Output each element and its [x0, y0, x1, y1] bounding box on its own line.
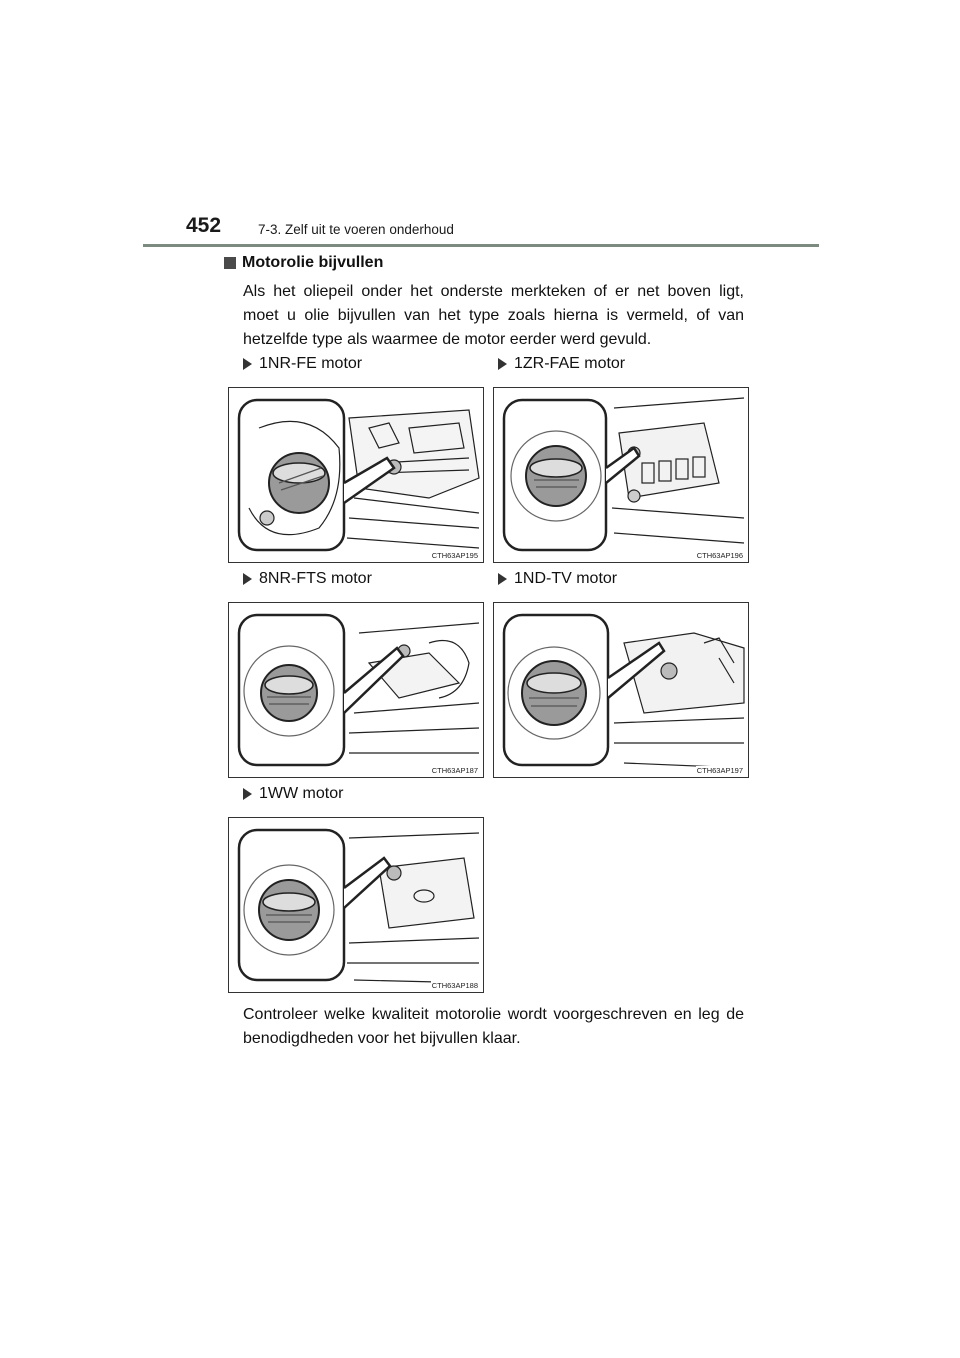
heading — [224, 254, 383, 272]
arrow-bullet-icon — [243, 573, 252, 585]
figure-label-text: 1ND-TV motor — [514, 570, 618, 587]
figure-label-text: 1WW motor — [259, 785, 344, 802]
intro-paragraph: Als het oliepeil onder het onderste merkteken of er net boven ligt, moet u olie bijvullen van het type zoals hierna is vermeld, of van hetzelfde type als waarmee de motor eerder werd gevuld. — [243, 283, 744, 348]
arrow-bullet-icon — [243, 358, 252, 370]
section-title: 7-3. Zelf uit te voeren onderhoud — [258, 222, 454, 237]
figure-engine-illustration — [228, 602, 484, 778]
figure-engine-illustration — [493, 602, 749, 778]
heading-text: Motorolie bijvullen — [242, 254, 384, 271]
figure-engine-illustration — [493, 387, 749, 563]
oil-cap-illustration — [494, 603, 749, 778]
figure-label-text: 1NR-FE motor — [259, 355, 363, 372]
oil-cap-illustration — [229, 603, 484, 778]
figure-code: CTH63AP196 — [696, 551, 743, 560]
figure-code: CTH63AP195 — [431, 551, 478, 560]
arrow-bullet-icon — [498, 358, 507, 370]
figure-label — [243, 785, 343, 803]
figure-code: CTH63AP197 — [696, 766, 743, 775]
oil-cap-illustration — [229, 818, 484, 993]
page-number: 452 — [186, 214, 222, 237]
figure-engine-illustration — [228, 817, 484, 993]
figure-code: CTH63AP188 — [431, 981, 478, 990]
figure-engine-illustration — [228, 387, 484, 563]
figure-label — [243, 355, 362, 373]
figure-label — [243, 570, 372, 588]
oil-cap-illustration — [494, 388, 749, 563]
header-rule — [143, 244, 819, 247]
arrow-bullet-icon — [498, 573, 507, 585]
figure-label-text: 1ZR-FAE motor — [514, 355, 626, 372]
figure-label-text: 8NR-FTS motor — [259, 570, 372, 587]
arrow-bullet-icon — [243, 788, 252, 800]
figure-code: CTH63AP187 — [431, 766, 478, 775]
figure-label — [498, 570, 617, 588]
outro-paragraph: Controleer welke kwaliteit motorolie wordt voorgeschreven en leg de benodigdheden voor het bijvullen klaar. — [243, 1006, 744, 1047]
oil-cap-illustration — [229, 388, 484, 563]
square-bullet-icon — [224, 257, 236, 269]
figure-label — [498, 355, 625, 373]
